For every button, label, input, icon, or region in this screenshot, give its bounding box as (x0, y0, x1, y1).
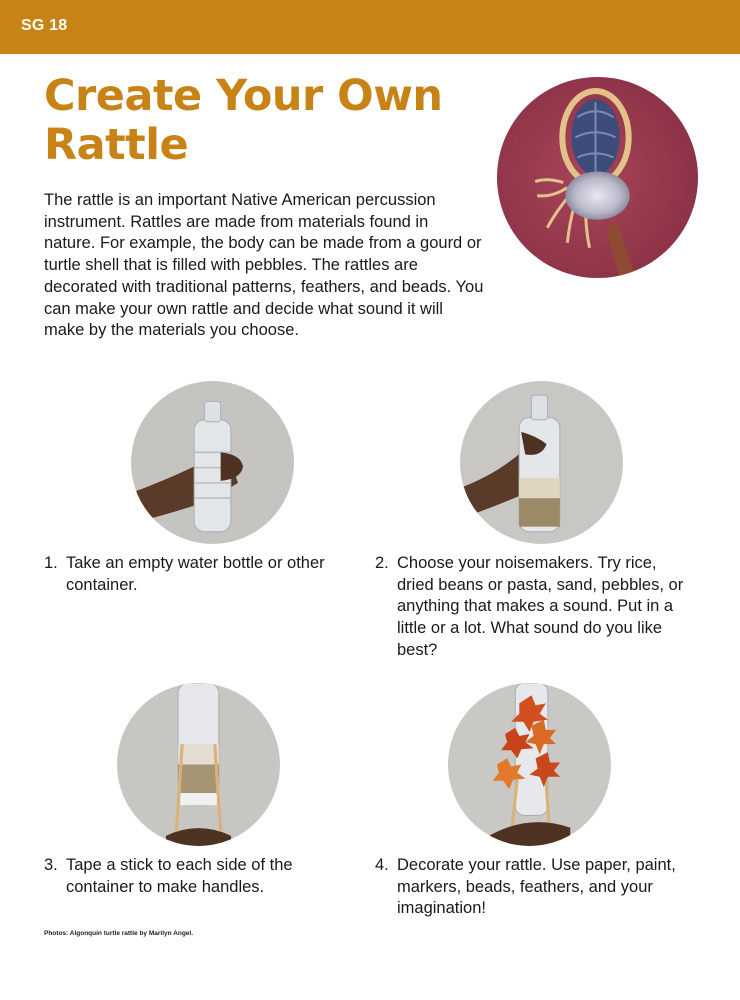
page-label: SG 18 (21, 17, 68, 34)
step-2-text: Choose your noisemakers. Try rice, dried beans or pasta, sand, pebbles, or anything that makes a sound. Put in a little or a lot. What sound do you like best? (397, 554, 684, 659)
step-1-text: Take an empty water bottle or other container. (66, 554, 325, 594)
step-4-photo (448, 683, 611, 846)
step-4-number: 4. (375, 856, 389, 874)
hero-rattle-photo (497, 77, 698, 278)
step-2-number: 2. (375, 554, 389, 572)
step-3-text: Tape a stick to each side of the container to make handles. (66, 856, 293, 896)
step-3-number: 3. (44, 856, 58, 874)
intro-paragraph: The rattle is an important Native American percussion instrument. Rattles are made from materials found in nature. For example, the body can be made from a gourd or turtle shell that is filled with pebbles. The rattles are decorated with traditional patterns, feathers, and beads. You can make your own rattle and decide what sound it will make by the materials you choose. (44, 191, 484, 340)
page-title: Create Your Own Rattle (44, 71, 443, 170)
photo-credit: Photos: Algonquin turtle rattle by Marilyn Angel. (44, 930, 194, 937)
step-3-photo (117, 683, 280, 846)
header-bar (0, 0, 740, 54)
step-1-number: 1. (44, 554, 58, 572)
step-4-text: Decorate your rattle. Use paper, paint, markers, beads, feathers, and your imagination! (397, 856, 676, 918)
step-2-photo (460, 381, 623, 544)
step-1-photo (131, 381, 294, 544)
